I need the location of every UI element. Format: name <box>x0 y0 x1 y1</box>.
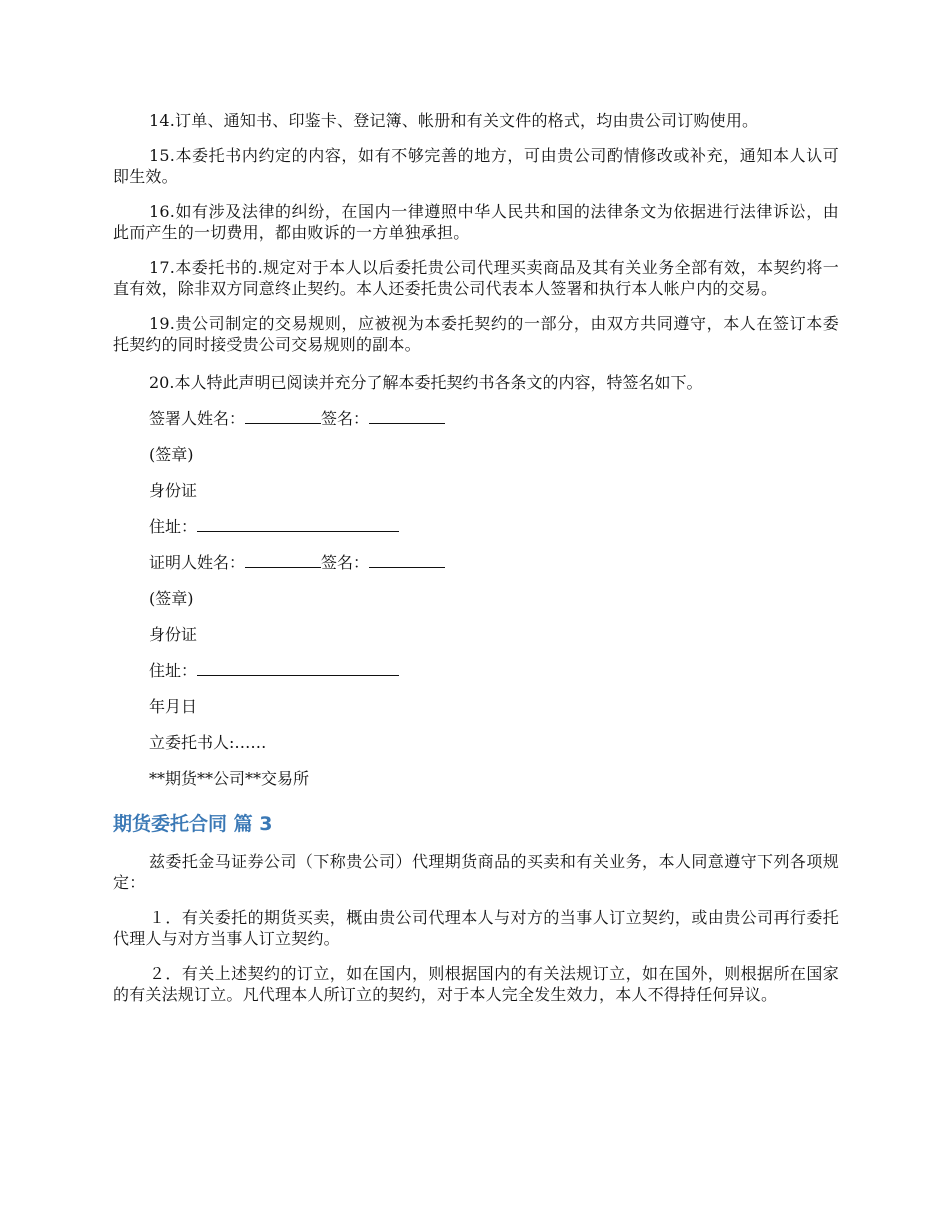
clause-19: 19.贵公司制定的交易规则，应被视为本委托契约的一部分，由双方共同遵守，本人在签订本委托契约的同时接受贵公司交易规则的副本。 <box>113 314 839 354</box>
witness-name-label: 证明人姓名： <box>149 553 246 572</box>
signer-address-label: 住址： <box>149 517 198 536</box>
document-page <box>113 110 839 1019</box>
statement-20 <box>113 365 839 401</box>
clause-1: １．有关委托的期货买卖，概由贵公司代理本人与对方的当事人订立契约，或由贵公司再行委托代理人与对方当事人订立契约。 <box>113 908 839 948</box>
signer-name-label: 签署人姓名： <box>149 409 246 428</box>
intro-paragraph: 兹委托金马证券公司（下称贵公司）代理期货商品的买卖和有关业务，本人同意遵守下列各项规定： <box>113 852 839 892</box>
principal-line: 立委托书人:…… <box>149 733 267 752</box>
clause-14: 14.订单、通知书、印鉴卡、登记簿、帐册和有关文件的格式，均由贵公司订购使用。 <box>149 111 759 130</box>
clause-2: ２．有关上述契约的订立，如在国内，则根据国内的有关法规订立，如在国外，则根据所在国家的有关法规订立。凡代理本人所订立的契约，对于本人完全发生效力，本人不得持任何异议。 <box>113 964 839 1004</box>
company-line: **期货**公司**交易所 <box>149 769 310 788</box>
signer-address-blank[interactable] <box>197 517 399 532</box>
signer-sign-label: 签名： <box>321 409 370 428</box>
section-heading <box>113 811 839 837</box>
witness-seal: (签章) <box>149 589 194 608</box>
witness-name-blank[interactable] <box>245 553 321 568</box>
witness-sign-blank[interactable] <box>369 553 445 568</box>
signer-name-line <box>113 401 839 437</box>
section-heading-number: 3 <box>259 813 273 835</box>
signer-name-blank[interactable] <box>245 409 321 424</box>
witness-id-label: 身份证 <box>149 625 198 644</box>
clause-17: 17.本委托书的.规定对于本人以后委托贵公司代理买卖商品及其有关业务全部有效，本契约将一直有效，除非双方同意终止契约。本人还委托贵公司代表本人签署和执行本人帐户内的交易。 <box>113 258 839 298</box>
signer-sign-blank[interactable] <box>369 409 445 424</box>
witness-address-blank[interactable] <box>197 661 399 676</box>
witness-address-label: 住址： <box>149 661 198 680</box>
signer-address-line <box>113 509 839 545</box>
clause-15: 15.本委托书内约定的内容，如有不够完善的地方，可由贵公司酌情修改或补充，通知本人认可即生效。 <box>113 146 839 186</box>
clause-16: 16.如有涉及法律的纠纷，在国内一律遵照中华人民共和国的法律条文为依据进行法律诉讼，由此而产生的一切费用，都由败诉的一方单独承担。 <box>113 202 839 242</box>
witness-name-line <box>113 545 839 581</box>
signer-seal: (签章) <box>149 445 194 464</box>
section-heading-title: 期货委托合同 篇 <box>113 813 253 835</box>
signer-id-label: 身份证 <box>149 481 198 500</box>
statement-text: 20.本人特此声明已阅读并充分了解本委托契约书各条文的内容，特签名如下。 <box>149 373 703 392</box>
date-line: 年月日 <box>149 697 198 716</box>
witness-address-line <box>113 653 839 689</box>
witness-sign-label: 签名： <box>321 553 370 572</box>
